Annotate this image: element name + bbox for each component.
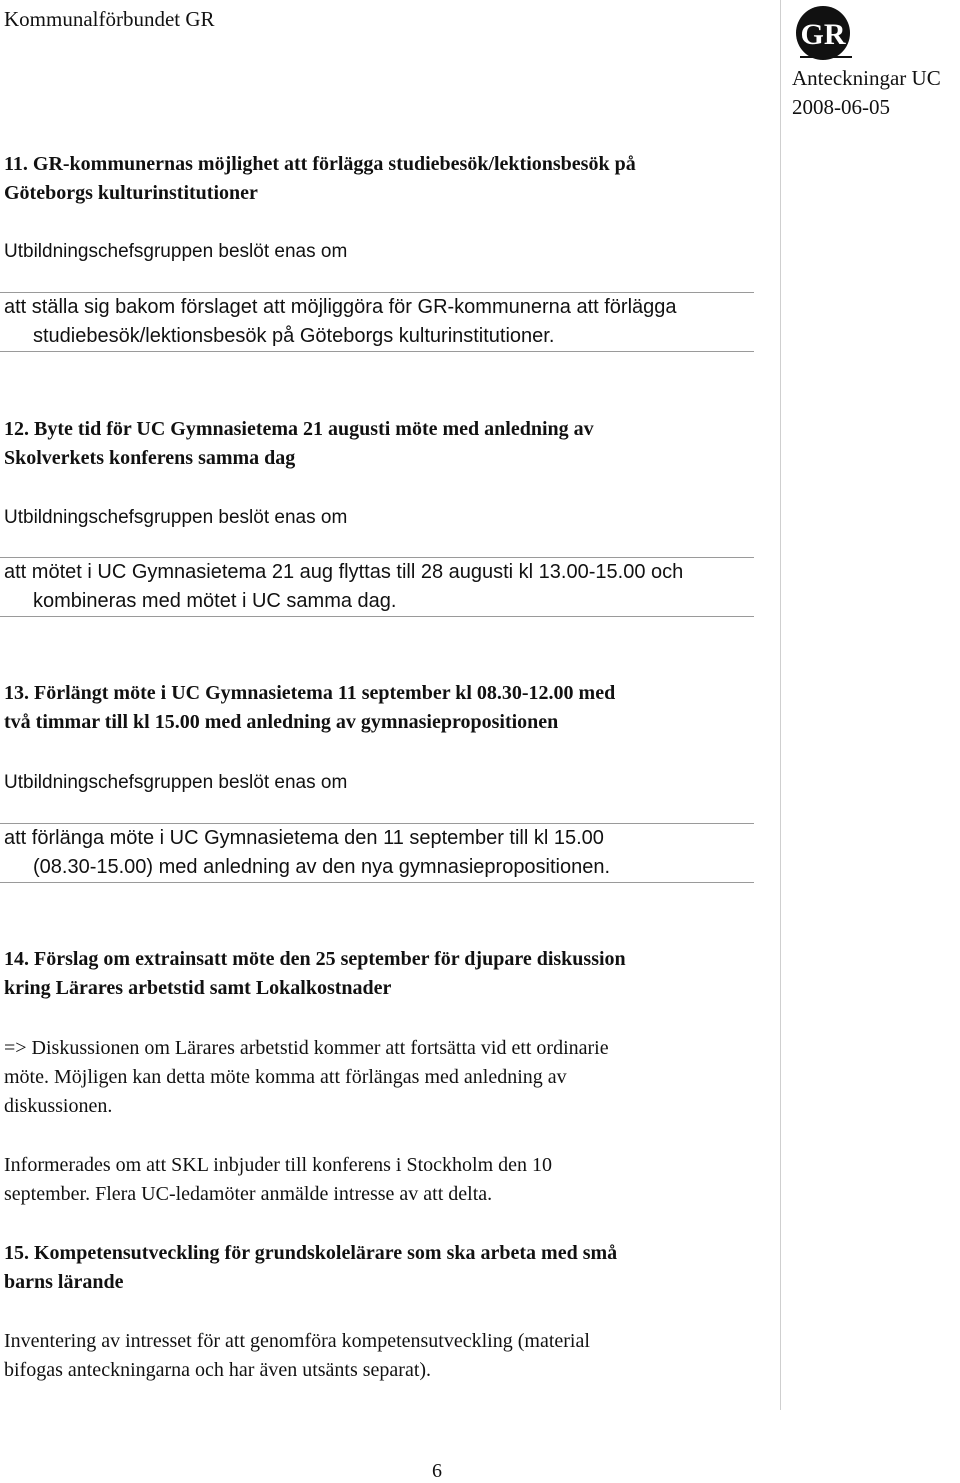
margin-divider (780, 0, 781, 1410)
document-title: Anteckningar UC (792, 66, 941, 90)
item-11-decision: att ställa sig bakom förslaget att möjliggöra för GR-kommunerna att förlägga studiebesök/lektionsbesök på Göteborgs kulturinstitutioner. (0, 292, 754, 352)
item-12-decision: att mötet i UC Gymnasietema 21 aug flyttas till 28 augusti kl 13.00-15.00 och kombineras med mötet i UC samma dag. (0, 557, 754, 617)
page-number: 6 (432, 1460, 442, 1482)
organization-name: Kommunalförbundet GR (4, 7, 215, 31)
item-14-paragraph-1: => Diskussionen om Lärares arbetstid kommer att fortsätta vid ett ordinarie möte. Möjligen kan detta möte komma att förlängas med anledning av diskussionen. (4, 1037, 609, 1117)
item-14-heading: 14. Förslag om extrainsatt möte den 25 september för djupare diskussion kring Lärares arbetstid samt Lokalkostnader (4, 948, 626, 999)
item-13-intro: Utbildningschefsgruppen beslöt enas om (4, 772, 348, 793)
item-12-intro: Utbildningschefsgruppen beslöt enas om (4, 507, 348, 528)
gr-logo-icon (794, 4, 856, 62)
item-13-decision: att förlänga möte i UC Gymnasietema den 11 september till kl 15.00 (08.30-15.00) med anledning av den nya gymnasiepropositionen. (0, 823, 754, 883)
document-date: 2008-06-05 (792, 95, 890, 119)
item-15-heading: 15. Kompetensutveckling för grundskolelärare som ska arbeta med små barns lärande (4, 1242, 618, 1293)
item-12-heading: 12. Byte tid för UC Gymnasietema 21 augusti möte med anledning av Skolverkets konferens samma dag (4, 418, 594, 469)
item-15-paragraph-1: Inventering av intresset för att genomföra kompetensutveckling (material bifogas anteckningarna och har även utsänts separat). (4, 1330, 590, 1381)
svg-text:GR: GR (800, 18, 846, 51)
item-11-intro: Utbildningschefsgruppen beslöt enas om (4, 241, 348, 262)
item-13-heading: 13. Förlängt möte i UC Gymnasietema 11 september kl 08.30-12.00 med två timmar till kl 15.00 med anledning av gymnasiepropositionen (4, 682, 616, 733)
item-11-heading: 11. GR-kommunernas möjlighet att förlägga studiebesök/lektionsbesök på Göteborgs kulturinstitutioner (4, 153, 636, 204)
item-14-paragraph-2: Informerades om att SKL inbjuder till konferens i Stockholm den 10 september. Flera UC-ledamöter anmälde intresse av att delta. (4, 1154, 553, 1205)
